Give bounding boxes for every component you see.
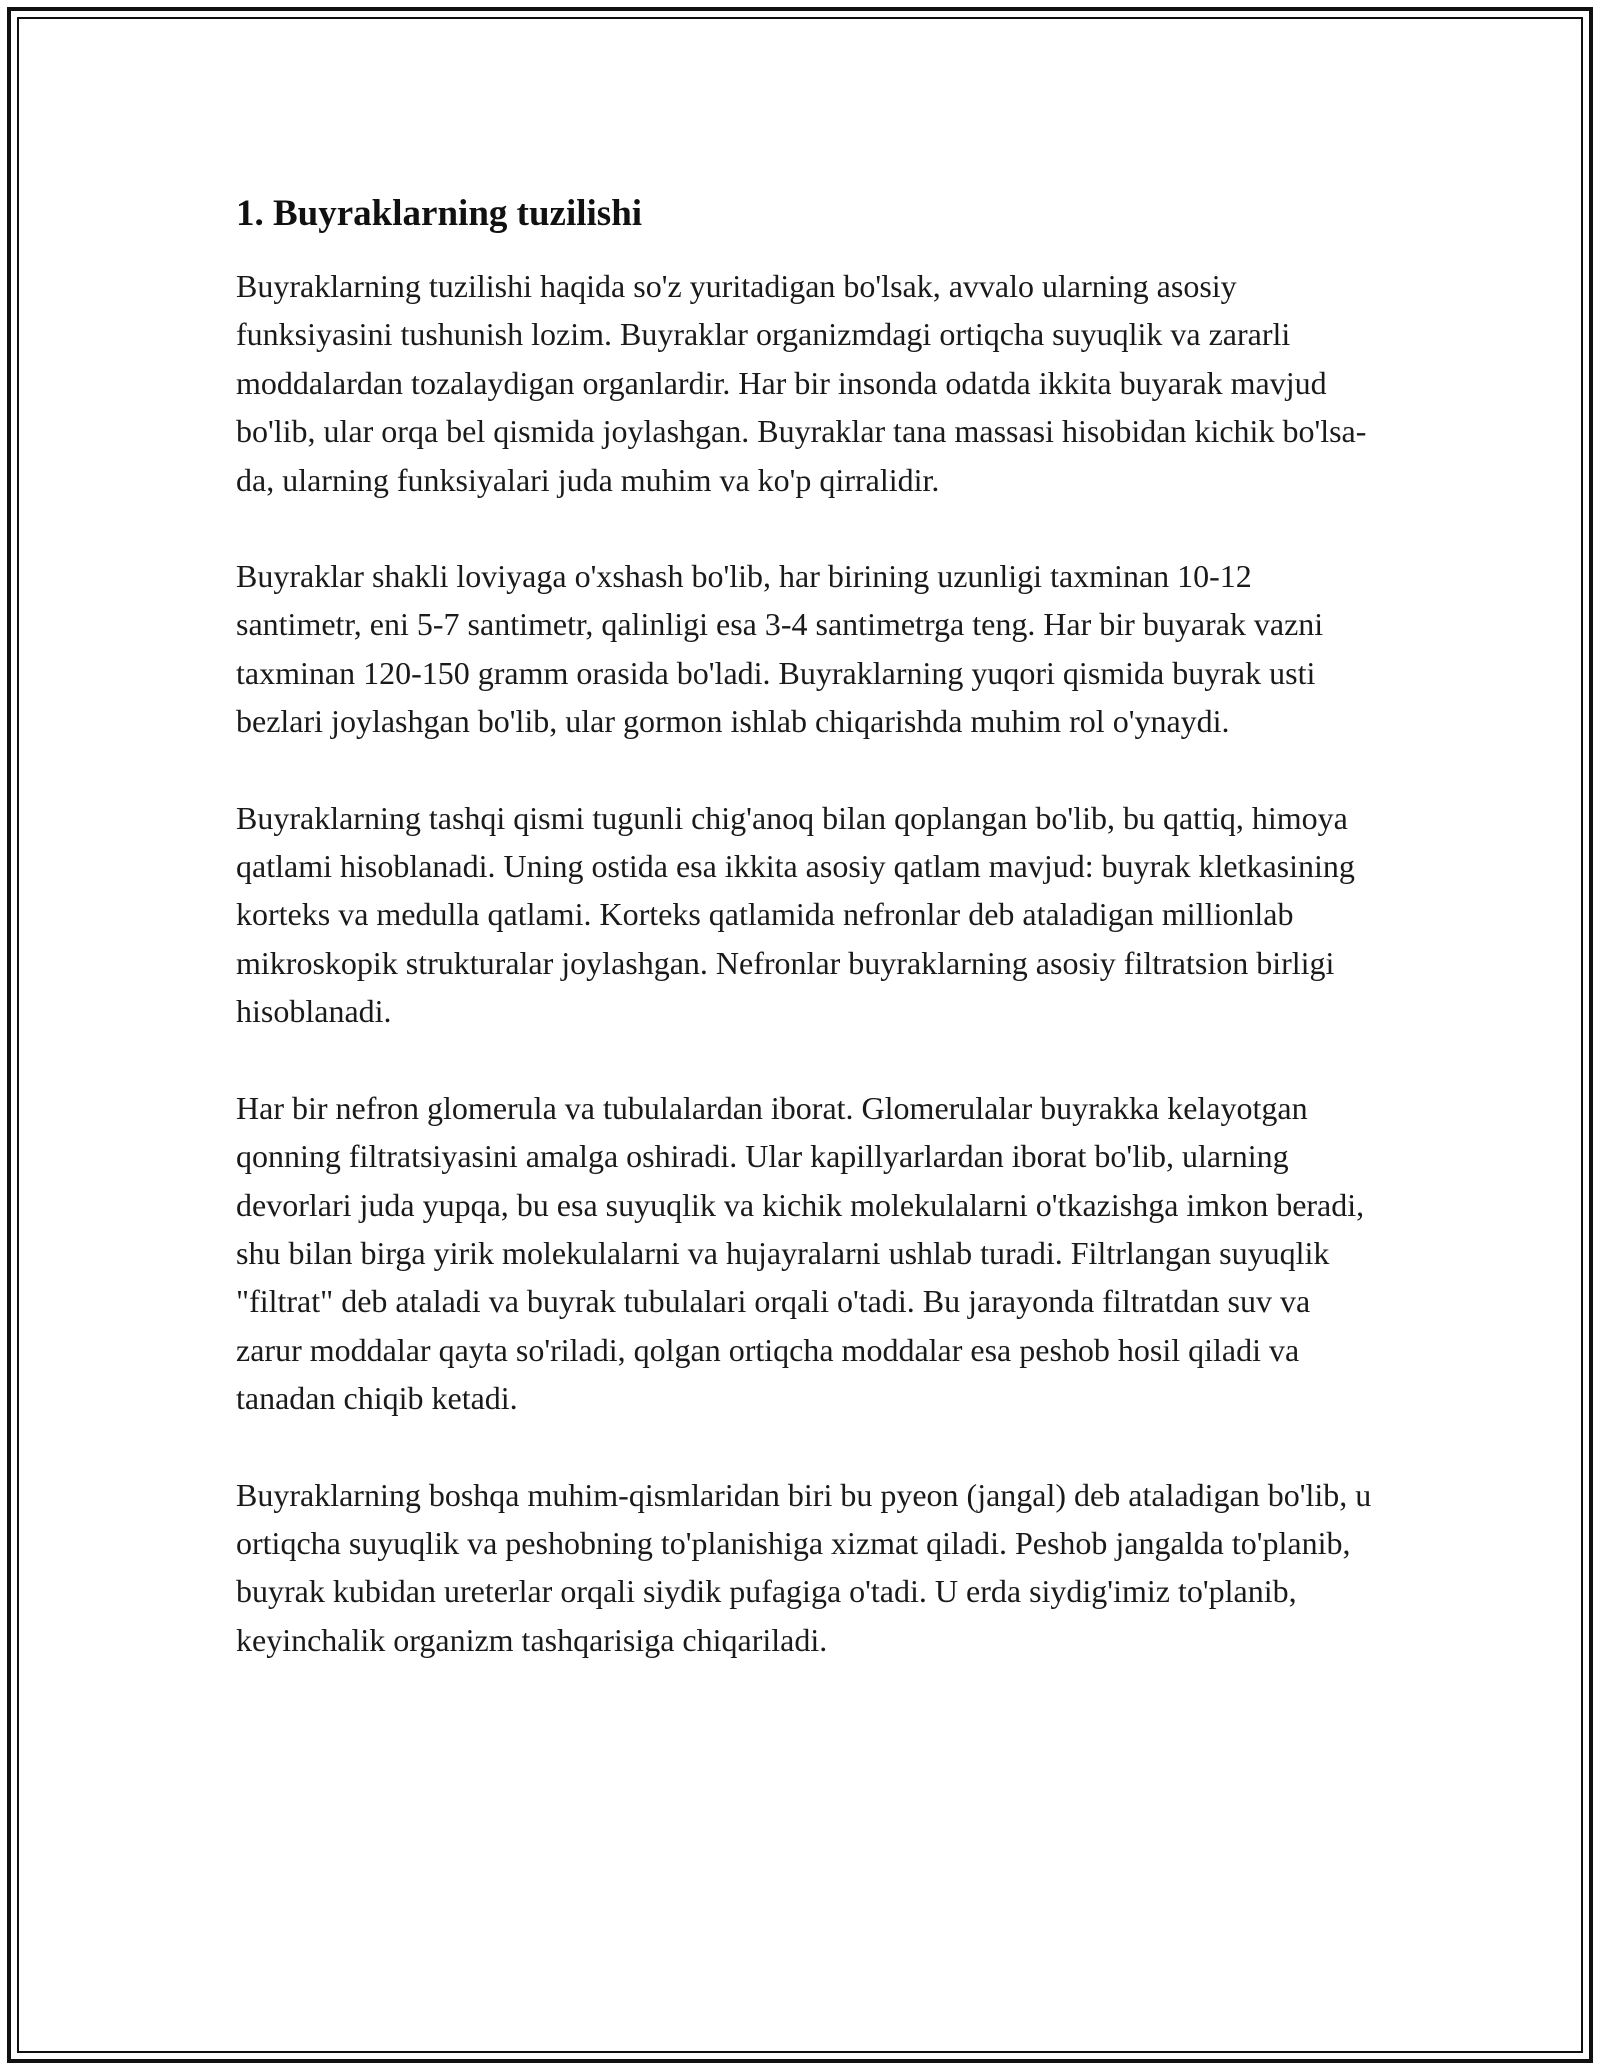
paragraph-3: Buyraklarning tashqi qismi tugunli chig'anoq bilan qoplangan bo'lib, bu qattiq, himoya qatlami hisoblanadi. Uning ostida esa ikkita asosiy qatlam mavjud: buyrak kletkasining korteks va medulla qatlami. Korteks qatlamida nefronlar deb ataladigan millionlab mikroskopik strukturalar joylashgan. Nefronlar buyraklarning asosiy filtratsion birligi hisoblanadi. — [236, 799, 1355, 1030]
paragraph-2: Buyraklar shakli loviyaga o'xshash bo'lib, har birining uzunligi taxminan 10-12 santimetr, eni 5-7 santimetr, qalinligi esa 3-4 santimetrga teng. Har bir buyarak vazni taxminan 120-150 gramm orasida bo'ladi. Buyraklarning yuqori qismida buyrak usti bezlari joylashgan bo'lib, ular gormon ishlab chiqarishda muhim rol o'ynaydi. — [236, 558, 1324, 740]
section-heading: 1. Buyraklarning tuzilishi — [236, 193, 643, 234]
paragraph-5: Buyraklarning boshqa muhim-qismlaridan biri bu pyeon (jangal) deb ataladigan bo'lib, u ortiqcha suyuqlik va peshobning to'planishiga xizmat qiladi. Peshob jangalda to'planib, buyrak kubidan ureterlar orqali siydik pufagiga o'tadi. U erda siydig'imiz to'planib, keyinchalik organizm tashqarisiga chiqariladi. — [236, 1476, 1372, 1658]
paragraph-4: Har bir nefron glomerula va tubulalardan iborat. Glomerulalar buyrakka kelayotgan qonning filtratsiyasini amalga oshiradi. Ular kapillyarlardan iborat bo'lib, ularning devorlari juda yupqa, bu esa suyuqlik va kichik molekulalarni o'tkazishga imkon beradi, shu bilan birga yirik molekulalarni va hujayralarni ushlab turadi. Filtrlangan suyuqlik "filtrat" deb ataladi va buyrak tubulalari orqali o'tadi. Bu jarayonda filtratdan suv va zarur moddalar qayta so'riladi, qolgan ortiqcha moddalar esa peshob hosil qiladi va tanadan chiqib ketadi. — [236, 1089, 1365, 1417]
paragraph-1: Buyraklarning tuzilishi haqida so'z yuritadigan bo'lsak, avvalo ularning asosiy funksiyasini tushunish lozim. Buyraklar organizmdagi ortiqcha suyuqlik va zararli moddalardan tozalaydigan organlardir. Har bir insonda odatda ikkita buyarak mavjud bo'lib, ular orqa bel qismida joylashgan. Buyraklar tana massasi hisobidan kichik bo'lsa-da, ularning funksiyalari juda muhim va ko'p qirralidir. — [236, 268, 1367, 498]
document-body — [236, 186, 1376, 1712]
